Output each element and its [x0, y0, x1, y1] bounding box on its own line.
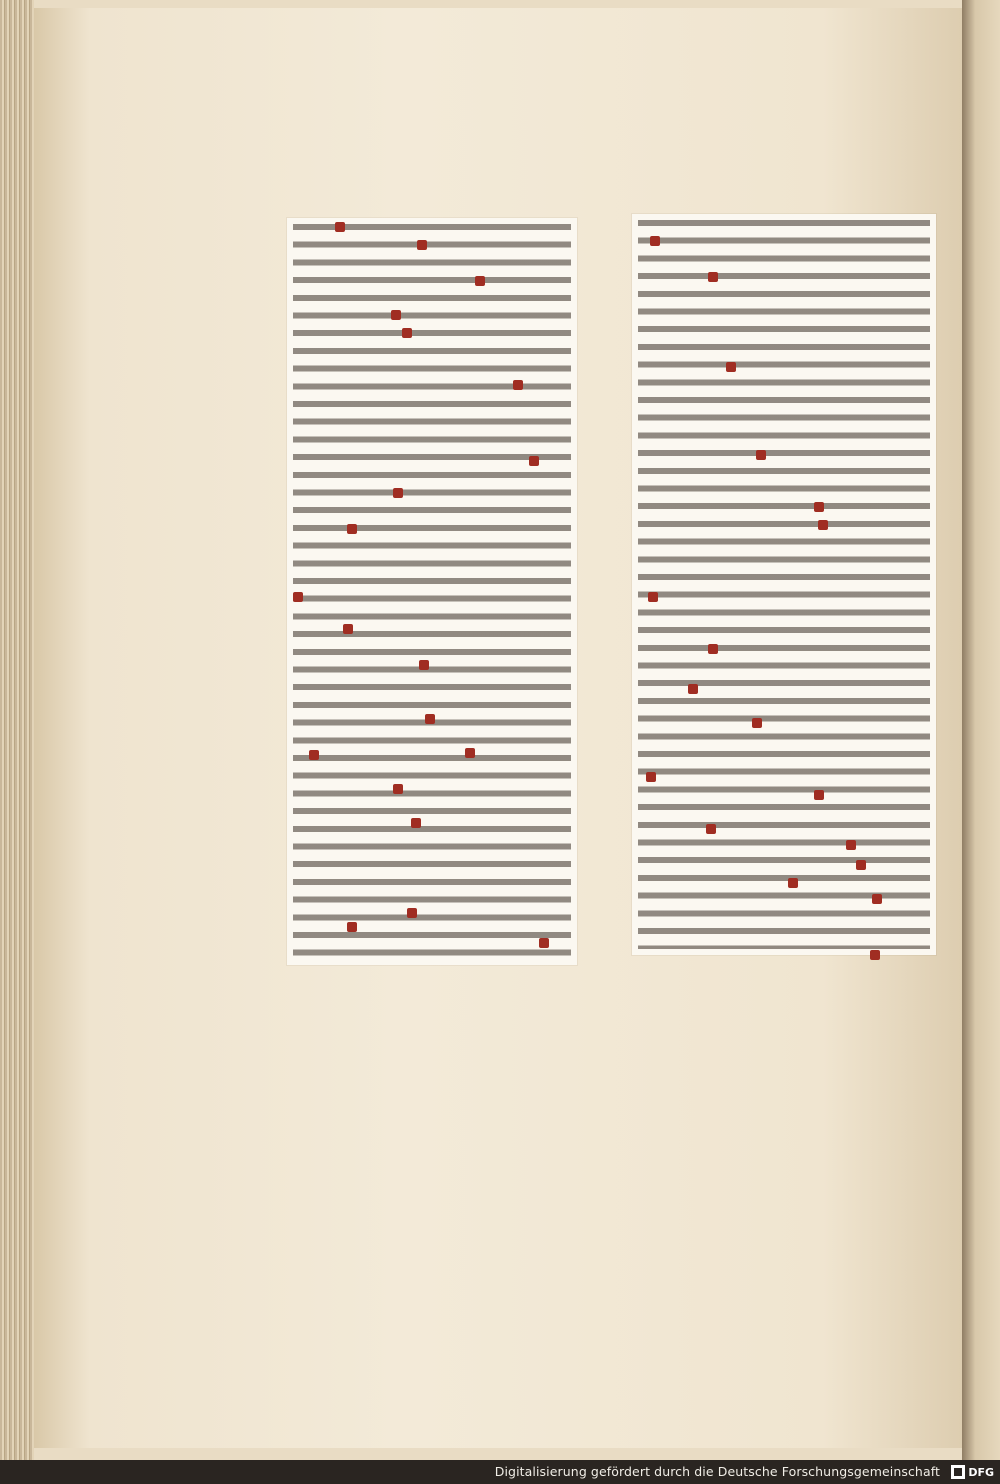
rubric-mark: [814, 790, 824, 800]
rubric-mark: [411, 818, 421, 828]
rubric-mark: [872, 894, 882, 904]
rubric-mark: [347, 922, 357, 932]
footer-bar: [0, 1460, 1000, 1484]
rubric-mark: [393, 784, 403, 794]
dfg-logo: [951, 1464, 994, 1480]
rubric-mark: [870, 950, 880, 960]
rubric-mark: [402, 328, 412, 338]
rubric-mark: [788, 878, 798, 888]
rubric-mark: [347, 524, 357, 534]
rubric-mark: [706, 824, 716, 834]
rubric-mark: [846, 840, 856, 850]
dfg-logo-text: DFG: [968, 1465, 994, 1479]
rubric-mark: [407, 908, 417, 918]
text-column-right: [632, 214, 936, 955]
rubric-mark: [856, 860, 866, 870]
text-column-left: [287, 218, 577, 965]
rubric-mark: [688, 684, 698, 694]
rubric-mark: [539, 938, 549, 948]
rubric-mark: [814, 502, 824, 512]
rubric-mark: [752, 718, 762, 728]
dfg-logo-icon: [951, 1465, 965, 1479]
rubric-mark: [419, 660, 429, 670]
rubric-mark: [818, 520, 828, 530]
rubric-mark: [726, 362, 736, 372]
rubric-mark: [393, 488, 403, 498]
rubric-mark: [708, 644, 718, 654]
footer-credit: Digitalisierung gefördert durch die Deutsche Forschungsgemeinschaft: [494, 1464, 940, 1479]
rubric-mark: [708, 272, 718, 282]
rubric-mark: [646, 772, 656, 782]
rubric-mark: [513, 380, 523, 390]
rubric-mark: [650, 236, 660, 246]
rubric-mark: [293, 592, 303, 602]
facing-page-edge: [962, 0, 1000, 1460]
rubric-mark: [343, 624, 353, 634]
rubric-mark: [417, 240, 427, 250]
blackletter-text: [293, 224, 571, 959]
page-edges: [0, 0, 34, 1460]
rubric-mark: [465, 748, 475, 758]
rubric-mark: [475, 276, 485, 286]
rubric-mark: [756, 450, 766, 460]
rubric-mark: [335, 222, 345, 232]
rubric-mark: [529, 456, 539, 466]
blackletter-text: [638, 220, 930, 949]
rubric-mark: [309, 750, 319, 760]
rubric-mark: [648, 592, 658, 602]
rubric-mark: [391, 310, 401, 320]
rubric-mark: [425, 714, 435, 724]
